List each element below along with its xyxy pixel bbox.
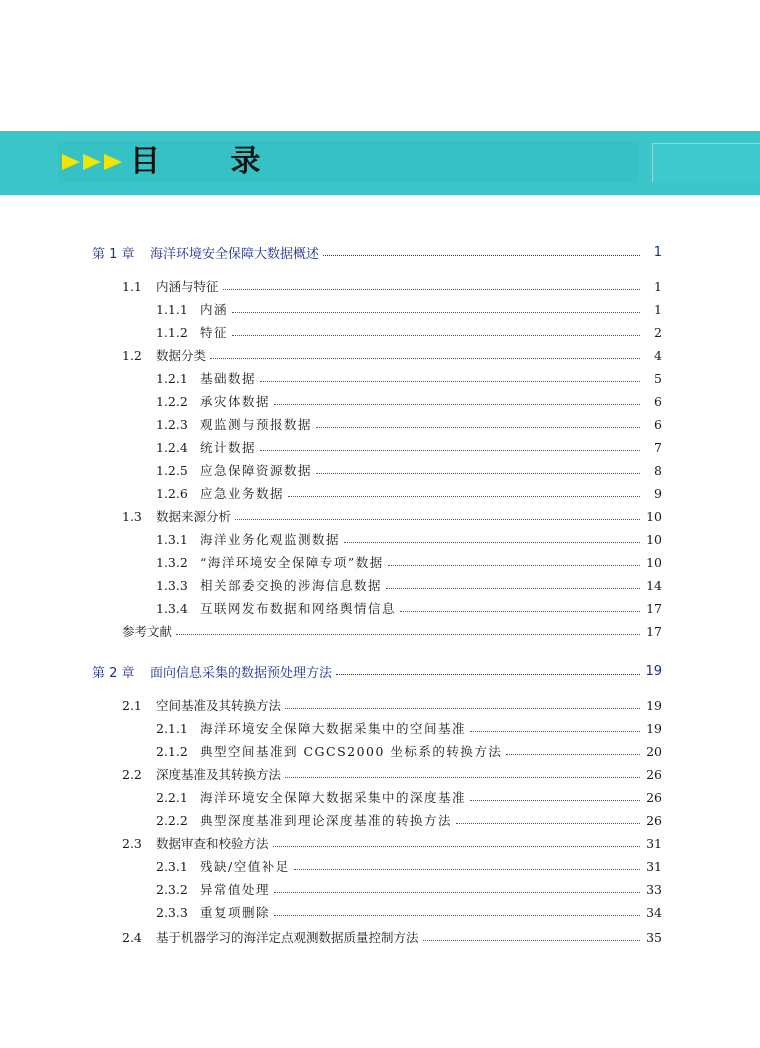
toc-entry-title-wrap — [200, 461, 642, 479]
toc-page-number: 17 — [646, 600, 662, 616]
toc-entry-row[interactable] — [0, 718, 760, 738]
toc-entry-title-wrap — [200, 857, 642, 875]
toc-dot-leader — [400, 610, 640, 612]
toc-entry-number: 1.3.3 — [156, 577, 188, 593]
toc-page-number: 6 — [654, 416, 662, 432]
toc-entry-title-wrap — [200, 788, 642, 806]
toc-dot-leader — [316, 426, 640, 428]
toc-entry-title: 海洋环境安全保障大数据概述 — [150, 246, 320, 262]
toc-dot-leader — [260, 449, 640, 451]
toc-entry-title-wrap — [200, 903, 642, 921]
toc-entry-number: 1.2.2 — [156, 393, 188, 409]
toc-entry-row[interactable] — [0, 299, 760, 319]
toc-dot-leader — [344, 541, 640, 543]
toc-page-number: 19 — [645, 663, 662, 679]
toc-entry-title-wrap — [156, 765, 642, 783]
toc-entry-row[interactable] — [0, 460, 760, 480]
toc-entry-title: 基于机器学习的海洋定点观测数据质量控制方法 — [156, 930, 419, 945]
toc-page-number: 19 — [646, 720, 662, 736]
toc-dot-leader — [386, 587, 640, 589]
toc-entry-number: 2.2 — [122, 766, 142, 782]
toc-entry-row[interactable] — [0, 621, 760, 641]
toc-entry-title-wrap — [200, 719, 642, 737]
toc-entry-title: 相关部委交换的涉海信息数据 — [200, 578, 383, 593]
toc-page-number: 10 — [646, 508, 662, 524]
toc-page-number: 19 — [646, 697, 662, 713]
toc-entry-row[interactable] — [0, 598, 760, 618]
toc-entry-number: 2.3.3 — [156, 904, 188, 920]
toc-entry-number: 2.2.2 — [156, 812, 188, 828]
toc-page-number: 31 — [646, 835, 662, 851]
toc-dot-leader — [223, 288, 640, 290]
toc-entry-title: 参考文献 — [122, 624, 173, 639]
toc-entry-title: 异常值处理 — [200, 882, 271, 897]
toc-dot-leader — [274, 891, 640, 893]
toc-entry-title-wrap — [150, 662, 642, 681]
toc-entry-title: 数据来源分析 — [156, 509, 232, 524]
toc-entry-number: 第 1 章 — [92, 246, 135, 262]
toc-entry-row[interactable] — [0, 529, 760, 549]
page-title: 目 录 — [130, 144, 291, 179]
toc-page-number: 8 — [654, 462, 662, 478]
toc-page-number: 31 — [646, 858, 662, 874]
toc-entry-title-wrap — [200, 599, 642, 617]
toc-entry-number: 2.3.2 — [156, 881, 188, 897]
toc-page-number: 17 — [646, 623, 662, 639]
toc-entry-number: 1.2 — [122, 347, 142, 363]
toc-page-number: 10 — [646, 554, 662, 570]
toc-page-number: 33 — [646, 881, 662, 897]
toc-entry-title-wrap — [156, 696, 642, 714]
toc-entry-title-wrap — [200, 392, 642, 410]
toc-dot-leader — [176, 633, 640, 635]
toc-page-number: 9 — [654, 485, 662, 501]
toc-entry-title: 典型深度基准到理论深度基准的转换方法 — [200, 813, 453, 828]
toc-page-number: 26 — [646, 766, 662, 782]
toc-entry-number: 1.3.2 — [156, 554, 188, 570]
toc-entry-title: 观监测与预报数据 — [200, 417, 313, 432]
toc-entry-number: 1.1.2 — [156, 324, 188, 340]
toc-dot-leader — [288, 495, 640, 497]
toc-entry-row[interactable] — [0, 741, 760, 761]
toc-entry-number: 2.1.2 — [156, 743, 188, 759]
toc-page-number: 26 — [646, 812, 662, 828]
toc-dot-leader — [210, 357, 640, 359]
toc-entry-title: 残缺/空值补足 — [200, 859, 290, 874]
toc-entry-title: “海洋环境安全保障专项”数据 — [200, 555, 384, 570]
toc-entry-row[interactable] — [0, 276, 760, 296]
toc-entry-title: 承灾体数据 — [200, 394, 271, 409]
toc-entry-row[interactable] — [0, 506, 760, 526]
toc-entry-row[interactable] — [0, 414, 760, 434]
toc-entry-row[interactable] — [0, 345, 760, 365]
toc-dot-leader — [273, 845, 640, 847]
toc-entry-row[interactable] — [0, 695, 760, 715]
toc-page-number: 1 — [653, 244, 662, 260]
toc-entry-number: 1.3.1 — [156, 531, 188, 547]
toc-entry-title-wrap — [200, 323, 642, 341]
toc-entry-title-wrap — [200, 484, 642, 502]
toc-entry-row[interactable] — [0, 833, 760, 853]
toc-entry-row[interactable] — [0, 856, 760, 876]
toc-entry-title-wrap — [156, 834, 642, 852]
toc-entry-number: 2.4 — [122, 929, 142, 945]
toc-dot-leader — [506, 753, 640, 755]
toc-page-number: 34 — [646, 904, 662, 920]
toc-entry-number: 2.2.1 — [156, 789, 188, 805]
toc-dot-leader — [285, 776, 640, 778]
toc-entry-title: 海洋环境安全保障大数据采集中的空间基准 — [200, 721, 467, 736]
toc-entry-title: 深度基准及其转换方法 — [156, 767, 282, 782]
toc-entry-number: 1.3 — [122, 508, 142, 524]
toc-dot-leader — [423, 939, 640, 941]
toc-dot-leader — [260, 380, 640, 382]
toc-entry-number: 2.3 — [122, 835, 142, 851]
toc-dot-leader — [316, 472, 640, 474]
toc-entry-row[interactable] — [0, 483, 760, 503]
toc-entry-title-wrap — [200, 742, 642, 760]
toc-entry-row[interactable] — [0, 787, 760, 807]
toc-entry-title-wrap — [200, 415, 642, 433]
toc-dot-leader — [470, 730, 640, 732]
toc-entry-number: 2.3.1 — [156, 858, 188, 874]
toc-entry-title: 应急保障资源数据 — [200, 463, 313, 478]
toc-entry-row[interactable] — [0, 902, 760, 922]
toc-entry-title: 典型空间基准到 CGCS2000 坐标系的转换方法 — [200, 744, 503, 759]
toc-dot-leader — [285, 707, 640, 709]
toc-chapter-row[interactable] — [0, 242, 760, 262]
toc-entry-title: 数据分类 — [156, 348, 207, 363]
toc-entry-number: 1.2.6 — [156, 485, 188, 501]
toc-page-number: 26 — [646, 789, 662, 805]
toc-page-number: 10 — [646, 531, 662, 547]
toc-entry-row[interactable] — [0, 879, 760, 899]
toc-page-number: 4 — [654, 347, 662, 363]
toc-entry-row[interactable] — [0, 552, 760, 572]
toc-page-number: 14 — [646, 577, 662, 593]
toc-page-number: 1 — [654, 301, 662, 317]
toc-entry-row[interactable] — [0, 927, 760, 947]
toc-page-number: 6 — [654, 393, 662, 409]
toc-entry-title: 统计数据 — [200, 440, 257, 455]
toc-entry-title: 数据审查和校验方法 — [156, 836, 269, 851]
toc-entry-title: 互联网发布数据和网络舆情信息 — [200, 601, 397, 616]
toc-dot-leader — [323, 254, 640, 256]
toc-page-number: 35 — [646, 929, 662, 945]
toc-dot-leader — [336, 673, 640, 675]
toc-entry-title-wrap — [200, 811, 642, 829]
toc-entry-number: 1.2.1 — [156, 370, 188, 386]
toc-dot-leader — [274, 403, 640, 405]
toc-page-number: 1 — [654, 278, 662, 294]
toc-entry-title-wrap — [150, 243, 642, 262]
toc-entry-row[interactable] — [0, 764, 760, 784]
toc-entry-title-wrap — [156, 928, 642, 946]
toc-dot-leader — [232, 311, 640, 313]
toc-entry-number: 1.2.3 — [156, 416, 188, 432]
toc-entry-number: 2.1 — [122, 697, 142, 713]
toc-dot-leader — [235, 518, 640, 520]
toc-entry-title-wrap — [200, 438, 642, 456]
toc-entry-title: 内涵 — [200, 302, 229, 317]
toc-entry-title: 内涵与特征 — [156, 279, 219, 294]
toc-page-number: 2 — [654, 324, 662, 340]
toc-entry-row[interactable] — [0, 391, 760, 411]
toc-entry-title-wrap — [200, 553, 642, 571]
toc-entry-row[interactable] — [0, 322, 760, 342]
toc-entry-title: 重复项删除 — [200, 905, 271, 920]
toc-entry-title: 应急业务数据 — [200, 486, 285, 501]
toc-entry-title-wrap — [122, 622, 642, 640]
toc-chapter-row[interactable] — [0, 661, 760, 681]
toc-entry-title-wrap — [156, 507, 642, 525]
toc-entry-row[interactable] — [0, 810, 760, 830]
toc-dot-leader — [470, 799, 640, 801]
toc-entry-number: 1.1.1 — [156, 301, 188, 317]
toc-entry-title-wrap — [200, 530, 642, 548]
toc-entry-title: 基础数据 — [200, 371, 257, 386]
toc-entry-title-wrap — [200, 880, 642, 898]
toc-entry-title: 面向信息采集的数据预处理方法 — [150, 665, 333, 681]
toc-entry-number: 2.1.1 — [156, 720, 188, 736]
toc-entry-number: 第 2 章 — [92, 665, 135, 681]
toc-entry-title: 特征 — [200, 325, 229, 340]
toc-entry-title-wrap — [200, 576, 642, 594]
toc-entry-row[interactable] — [0, 368, 760, 388]
toc-entry-number: 1.3.4 — [156, 600, 188, 616]
toc-entry-title-wrap — [156, 277, 642, 295]
toc-entry-number: 1.2.4 — [156, 439, 188, 455]
toc-entry-title-wrap — [200, 300, 642, 318]
toc-entry-title: 海洋环境安全保障大数据采集中的深度基准 — [200, 790, 467, 805]
toc-entry-title: 海洋业务化观监测数据 — [200, 532, 341, 547]
toc-entry-title: 空间基准及其转换方法 — [156, 698, 282, 713]
toc-dot-leader — [294, 868, 640, 870]
toc-entry-row[interactable] — [0, 575, 760, 595]
toc-entry-number: 1.2.5 — [156, 462, 188, 478]
toc-page-number: 5 — [654, 370, 662, 386]
toc-page-number: 7 — [654, 439, 662, 455]
toc-dot-leader — [274, 914, 640, 916]
toc-page-number: 20 — [646, 743, 662, 759]
toc-dot-leader — [456, 822, 640, 824]
toc-entry-title-wrap — [156, 346, 642, 364]
toc-dot-leader — [232, 334, 640, 336]
toc-dot-leader — [388, 564, 640, 566]
toc-entry-row[interactable] — [0, 437, 760, 457]
toc-entry-number: 1.1 — [122, 278, 142, 294]
toc-entry-title-wrap — [200, 369, 642, 387]
